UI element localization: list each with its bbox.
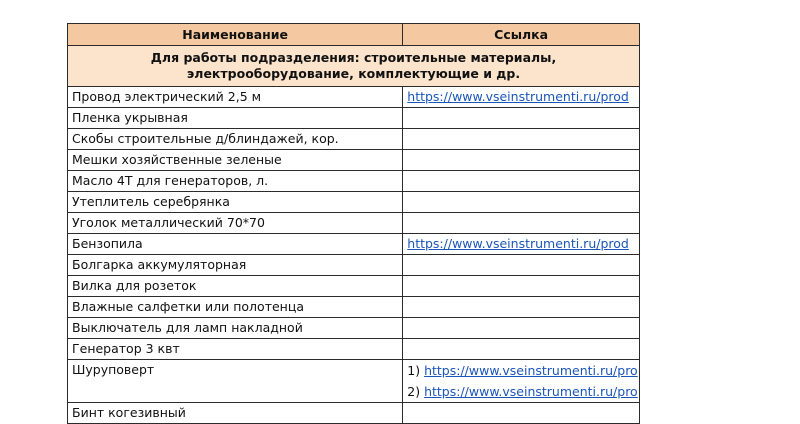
table-row [68,213,640,234]
item-name-cell[interactable]: Мешки хозяйственные зеленые [68,150,403,171]
item-link[interactable]: https://www.vseinstrumenti.ru/pro [424,384,638,399]
table-row [68,192,640,213]
table-row [68,171,640,192]
table-row [68,234,640,255]
table-row [68,150,640,171]
item-link-cell[interactable] [403,108,640,129]
item-link-cell[interactable] [403,403,640,424]
table-row [68,318,640,339]
item-link[interactable]: https://www.vseinstrumenti.ru/pro [424,363,638,378]
item-link-cell[interactable] [403,87,640,108]
link-prefix: 2) [407,384,425,399]
item-link-cell[interactable] [403,150,640,171]
spreadsheet-table [67,23,640,424]
item-link-cell[interactable] [403,171,640,192]
item-name-cell[interactable]: Выключатель для ламп накладной [68,318,403,339]
item-name-cell[interactable]: Влажные салфетки или полотенца [68,297,403,318]
item-name-cell[interactable]: Утеплитель серебрянка [68,192,403,213]
item-link-cell[interactable] [403,213,640,234]
header-row [68,24,640,46]
header-link-cell[interactable]: Ссылка [403,24,640,46]
item-name-cell[interactable]: Бензопила [68,234,403,255]
item-link-cell[interactable] [403,360,640,403]
header-name-cell[interactable]: Наименование [68,24,403,46]
table-row [68,129,640,150]
item-link-cell[interactable] [403,297,640,318]
item-name-cell[interactable]: Масло 4Т для генераторов, л. [68,171,403,192]
item-name-cell[interactable]: Вилка для розеток [68,276,403,297]
table-row [68,87,640,108]
link-line-1 [407,360,638,381]
item-link-cell[interactable] [403,129,640,150]
item-link[interactable]: https://www.vseinstrumenti.ru/prod [407,89,629,104]
item-link-cell[interactable] [403,234,640,255]
table-row [68,255,640,276]
link-prefix: 1) [407,363,425,378]
item-name-cell[interactable]: Уголок металлический 70*70 [68,213,403,234]
item-link-cell[interactable] [403,276,640,297]
table-row [68,108,640,129]
item-name-cell[interactable]: Провод электрический 2,5 м [68,87,403,108]
link-line-2 [407,381,638,402]
rows-body [68,87,640,360]
section-title-cell[interactable]: Для работы подразделения: строительные материалы, электрооборудование, комплектующие и др. [68,46,640,87]
item-link-cell[interactable] [403,339,640,360]
item-name-cell[interactable]: Скобы строительные д/блиндажей, кор. [68,129,403,150]
table-row [68,339,640,360]
item-name-cell[interactable]: Бинт когезивный [68,403,403,424]
item-name-cell[interactable]: Генератор 3 квт [68,339,403,360]
item-name-cell[interactable]: Пленка укрывная [68,108,403,129]
item-link-cell[interactable] [403,255,640,276]
item-name-cell[interactable]: Болгарка аккумуляторная [68,255,403,276]
item-link-cell[interactable] [403,192,640,213]
item-link-cell[interactable] [403,318,640,339]
table-row-screwdriver [68,360,640,403]
item-link[interactable]: https://www.vseinstrumenti.ru/prod [407,236,629,251]
section-row [68,46,640,87]
table-row [68,403,640,424]
item-name-cell[interactable]: Шуруповерт [68,360,403,403]
table-row [68,297,640,318]
table-row [68,276,640,297]
